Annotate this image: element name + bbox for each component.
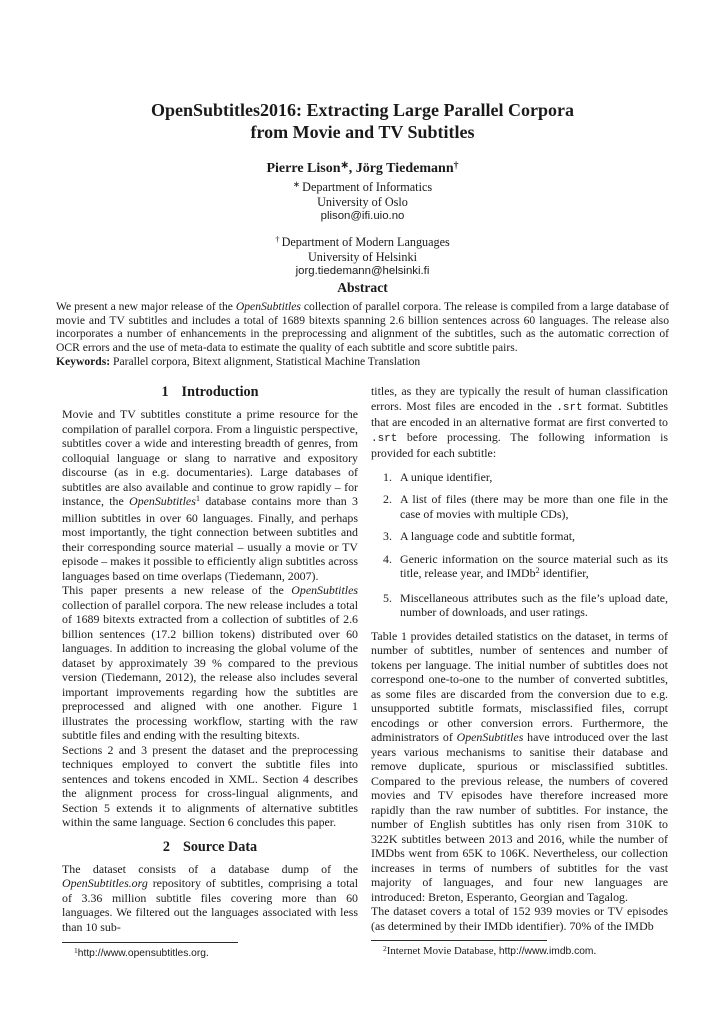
- author-email-lison: plison@ifi.uio.no: [320, 209, 405, 222]
- text-segment: †: [453, 159, 459, 171]
- abstract-heading: Abstract: [337, 280, 388, 295]
- text-segment: .: [593, 945, 597, 957]
- text-segment: OpenSubtitles: [291, 583, 358, 597]
- paper-title: [0, 100, 725, 143]
- text-segment: collection of parallel corpora. The new release includes a total of 1689 bitexts extracted from a collection of subtitles of 2.6 billion sentences (17.2 billion tokens) distributed over 60 languages. In addition to increasing the global volume of the dataset by approximately 39 % compared to the previous version (Tiedemann, 2012), the release also includes several important improvements regarding how the subtitles are preprocessed and aligned with one another. Figure 1 illustrates the processing workflow, starting with the raw subtitle files and ending with the resulting bitexts.: [62, 597, 358, 742]
- abstract-section: [56, 280, 669, 369]
- text-segment: OpenSubtitles: [129, 494, 196, 508]
- list-item-number: 1.: [383, 469, 392, 484]
- text-segment: identifier,: [539, 566, 589, 580]
- affiliation-oslo: [0, 181, 725, 224]
- text-segment: †: [275, 234, 282, 245]
- list-item-text: [400, 529, 575, 543]
- text-segment: 2: [535, 566, 540, 576]
- coverage-paragraph: [371, 904, 668, 933]
- section-title: Source Data: [182, 838, 258, 855]
- list-item: [371, 492, 668, 521]
- section-number: 1: [161, 384, 169, 400]
- text-segment: The dataset covers a total of 152 939 movies or TV episodes (as determined by their IMDb identifier). 70% of the IMDb: [371, 904, 668, 933]
- list-item-number: 4.: [383, 551, 392, 566]
- text-segment: OpenSubtitles: [235, 300, 301, 313]
- text-segment: We present a new major release of the: [56, 300, 236, 313]
- section-number: 2: [162, 838, 170, 855]
- affiliation-helsinki-university: University of Helsinki: [308, 249, 417, 264]
- footnote-1: [62, 942, 358, 961]
- text-segment: 1: [195, 494, 200, 504]
- list-item-number: 2.: [383, 492, 392, 506]
- source-data-paragraph-1: [62, 862, 358, 935]
- text-segment: OpenSubtitles.org: [62, 876, 148, 890]
- text-segment: Miscellaneous attributes such as the file’s upload date, number of downloads, and user ratings.: [400, 590, 668, 619]
- text-segment: titles, as they are typically the result of human classification errors. Most files are encoded in the: [371, 384, 668, 413]
- text-segment: database contains more than 3 million subtitles in over 60 languages. Finally, and perhaps most importantly, the tight connection between subtitles and their corresponding source material – usually a movie or TV episode – makes it possible to efficiently align subtitles across languages based on time overlaps (Tiedemann, 2007).: [62, 494, 358, 583]
- abstract-body: [56, 300, 669, 355]
- text-segment: .srt: [371, 432, 398, 445]
- list-item-number: 3.: [383, 529, 392, 543]
- author-email-tiedemann: jorg.tiedemann@helsinki.fi: [295, 264, 430, 277]
- left-column: [62, 384, 358, 941]
- text-segment: Department of Modern Languages: [281, 235, 450, 249]
- keywords-line: [56, 355, 669, 369]
- text-segment: Movie and TV subtitles constitute a prime resource for the compilation of parallel corpora. From a linguistic perspective, subtitles cover a wide and interesting breadth of genres, from colloquial language or slang to narrative and expository discourse (as in e.g. documentaries). Large databases of subtitles are also available and continue to grow rapidly – for instance, the: [62, 407, 358, 508]
- text-segment: ∗: [340, 159, 349, 171]
- intro-paragraph-2: [62, 583, 358, 743]
- text-segment: OpenSubtitles: [456, 730, 524, 744]
- footnote-2-text: [371, 945, 668, 959]
- section-title: Introduction: [181, 384, 259, 400]
- section-heading-source-data: [62, 839, 358, 855]
- footnote-1-text: [62, 947, 358, 961]
- source-data-paragraph-2: [371, 384, 668, 461]
- text-segment: A language code and subtitle format,: [400, 529, 576, 543]
- statistics-paragraph: [371, 629, 668, 905]
- text-segment: 1: [74, 945, 78, 955]
- text-segment: Keywords:: [56, 354, 113, 368]
- text-segment: repository of subtitles, comprising a total of 3.36 million subtitle files covering more than 60 languages. We filtered out the languages associated with less than 10 sub-: [62, 876, 358, 934]
- authors-line: [0, 161, 725, 178]
- footnote-link-opensubtitles[interactable]: http://www.opensubtitles.org: [77, 948, 206, 959]
- text-segment: format. Subtitles that are encoded in an alternative format are first converted to: [371, 398, 668, 429]
- section-heading-introduction: [62, 384, 358, 400]
- list-item: [371, 470, 668, 485]
- text-segment: .srt: [556, 401, 583, 414]
- text-segment: 2: [383, 943, 387, 953]
- list-item-text: [400, 552, 668, 581]
- text-segment: A unique identifier,: [400, 469, 493, 484]
- text-segment: Sections 2 and 3 present the dataset and the preprocessing techniques employed to convert the subtitle files into sentences and tokens encoded in XML. Section 4 describes the alignment process for cross-lingual alignments, and Section 5 extends it to alignments of alternative subtitles within the same language. Section 6 concludes this paper.: [62, 742, 358, 829]
- affiliation-helsinki-department: [0, 236, 725, 251]
- text-segment: The dataset consists of a database dump of the: [62, 861, 358, 876]
- text-segment: Internet Movie Database,: [386, 945, 499, 957]
- affiliation-oslo-university: University of Oslo: [317, 194, 408, 209]
- affiliation-helsinki: [0, 236, 725, 279]
- text-segment: collection of parallel corpora. The release is compiled from a large database of movie and TV subtitles and includes a total of 1689 bitexts spanning 2.6 billion sentences across 60 languages. The release also incorporates a number of enhancements in the preprocessing and alignment of the subtitles, such as the automatic correction of OCR errors and the use of meta-data to estimate the quality of each subtitle and score subtitle pairs.: [56, 300, 669, 355]
- footnote-rule: [371, 940, 547, 941]
- text-segment: A list of files (there may be more than one file in the case of movies with multiple CDs),: [400, 492, 668, 521]
- subtitle-info-list: [371, 470, 668, 620]
- intro-paragraph-3: [62, 743, 358, 830]
- list-item-number: 5.: [383, 590, 392, 605]
- affiliation-oslo-department: [0, 181, 725, 196]
- list-item-text: [400, 591, 668, 620]
- text-segment: Parallel corpora, Bitext alignment, Statistical Machine Translation: [113, 354, 421, 368]
- paper-title-line2: from Movie and TV Subtitles: [250, 121, 475, 142]
- footnote-2: [371, 940, 668, 959]
- text-segment: Pierre Lison: [266, 161, 341, 176]
- list-item: [371, 591, 668, 620]
- list-item: [371, 552, 668, 583]
- text-segment: before processing. The following information is provided for each subtitle:: [371, 429, 668, 460]
- text-segment: Department of Informatics: [302, 180, 433, 194]
- paper-title-line1: OpenSubtitles2016: Extracting Large Parallel Corpora: [151, 100, 574, 120]
- text-segment: Table 1 provides detailed statistics on the dataset, in terms of number of subtitles, number of sentences and number of tokens per language. The initial number of subtitles does not correspond one-to-one to the number of converted subtitles, as some files are discarded from the conversion due to e.g. unsupported subtitle formats, misclassified files, corrupt encodings or other conversion errors. Furthermore, the administrators of: [371, 628, 668, 744]
- text-segment: Generic information on the source material such as its title, release year, and IMDb: [400, 551, 668, 580]
- right-column: [371, 384, 668, 941]
- list-item-text: [400, 470, 492, 484]
- footnote-rule: [62, 942, 238, 943]
- footnote-link-imdb[interactable]: http://www.imdb.com: [498, 946, 594, 957]
- text-segment: This paper presents a new release of the: [62, 583, 292, 597]
- list-item-text: [400, 492, 668, 521]
- text-segment: .: [205, 947, 209, 959]
- text-segment: ∗: [292, 179, 303, 190]
- text-segment: have introduced over the last years various mechanisms to sanitise their database and remove duplicate, spurious or misclassified subtitles. Compared to the previous release, the numbers of covered movies and TV episodes have therefore increased more rapidly than the raw number of subtitles. For instance, the number of English subtitles has only risen from 310K to 322K subtitles between 2013 and 2016, while the number of IMDbs went from 65K to 106K. Nevertheless, our collection increases in terms of numbers of subtitles for the vast majority of languages, and four new languages are introduced: Breton, Esperanto, Georgian and Tagalog.: [371, 730, 668, 904]
- intro-paragraph-1: [62, 407, 358, 583]
- text-segment: , Jörg Tiedemann: [348, 161, 454, 176]
- list-item: [371, 529, 668, 544]
